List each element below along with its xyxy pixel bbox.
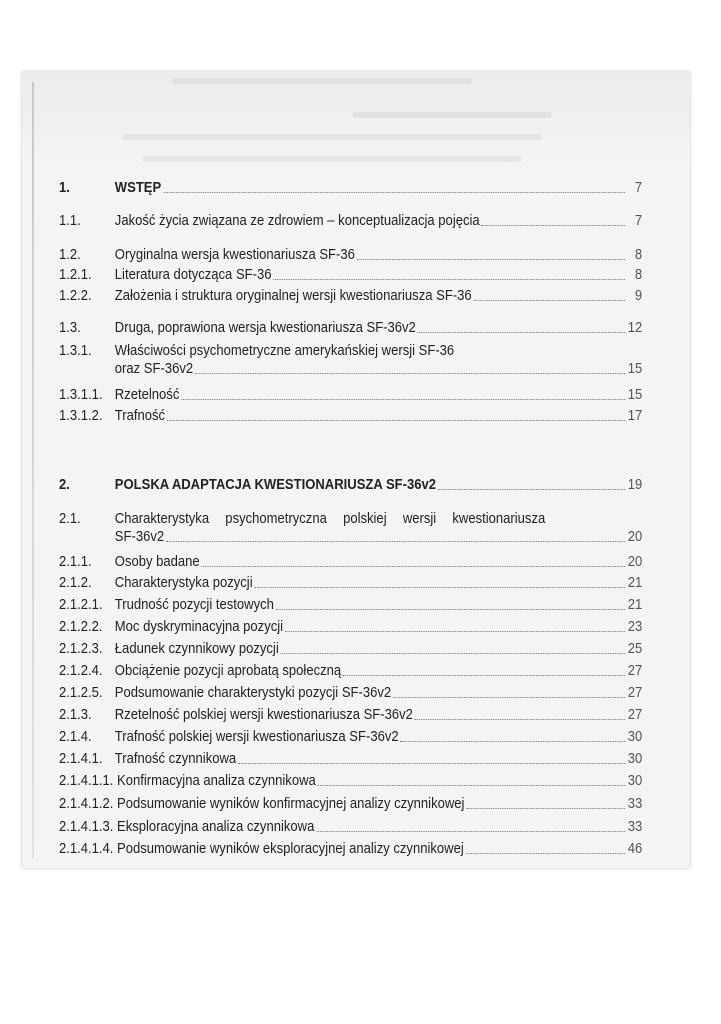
entry-page: 21	[627, 575, 643, 591]
entry-title: WSTĘP	[114, 180, 162, 196]
entry-title: Trafność	[114, 408, 166, 424]
entry-title: Rzetelność	[114, 387, 180, 403]
entry-title: Literatura dotycząca SF-36	[114, 267, 272, 283]
entry-title: Druga, poprawiona wersja kwestionariusza SF-36v2	[114, 320, 416, 336]
toc-entry	[59, 596, 642, 614]
entry-page: 33	[627, 796, 643, 812]
entry-page: 20	[627, 529, 643, 545]
entry-number: 1.3.1.1.	[59, 387, 103, 403]
toc-entry	[59, 750, 642, 768]
entry-page: 15	[627, 387, 643, 403]
toc-entry	[59, 212, 642, 230]
toc-entry	[59, 553, 642, 571]
toc-entry	[59, 574, 642, 592]
entry-page: 30	[627, 751, 643, 767]
entry-title: Jakość życia związana ze zdrowiem – konceptualizacja pojęcia	[114, 213, 480, 229]
entry-title: Trudność pozycji testowych	[114, 597, 274, 613]
entry-number: 2.1.4.1.	[59, 751, 103, 767]
entry-page: 12	[627, 320, 643, 336]
entry-page: 27	[627, 663, 643, 679]
entry-title: Oryginalna wersja kwestionariusza SF-36	[114, 247, 355, 263]
entry-number: 2.	[59, 477, 70, 493]
entry-number: 1.2.2.	[59, 288, 92, 304]
entry-page: 19	[627, 477, 643, 493]
entry-number: 2.1.2.3.	[59, 641, 103, 657]
toc-entry	[59, 618, 642, 636]
entry-number: 2.1.2.4.	[59, 663, 103, 679]
entry-number: 2.1.4.1.1.	[59, 773, 114, 789]
toc-entry	[59, 342, 642, 378]
entry-number: 1.1.	[59, 213, 81, 229]
entry-title: Eksploracyjna analiza czynnikowa	[117, 819, 315, 835]
toc-entry	[59, 818, 642, 836]
toc-entry	[59, 407, 642, 425]
entry-page: 23	[627, 619, 643, 635]
entry-title: Charakterystyka psychometryczna polskiej wersji kwestionariusza	[114, 511, 546, 527]
book-page	[22, 72, 690, 868]
entry-page: 25	[627, 641, 643, 657]
entry-title: POLSKA ADAPTACJA KWESTIONARIUSZA SF-36v2	[114, 477, 437, 493]
entry-title-continued: oraz SF-36v2	[114, 361, 194, 377]
entry-title: Trafność czynnikowa	[114, 751, 237, 767]
entry-page: 7	[634, 180, 643, 196]
entry-page: 33	[627, 819, 643, 835]
entry-title: Podsumowanie wyników eksploracyjnej analizy czynnikowej	[117, 841, 464, 857]
toc-entry	[59, 386, 642, 404]
toc-entry	[59, 510, 642, 546]
entry-number: 1.2.1.	[59, 267, 92, 283]
entry-page: 20	[627, 554, 643, 570]
toc-entry	[59, 179, 642, 197]
entry-number: 1.	[59, 180, 70, 196]
toc-entry	[59, 266, 642, 284]
entry-number: 2.1.2.2.	[59, 619, 103, 635]
entry-number: 2.1.4.1.3.	[59, 819, 114, 835]
entry-page: 7	[634, 213, 643, 229]
toc-entry	[59, 772, 642, 790]
entry-page: 27	[627, 707, 643, 723]
entry-title: Obciążenie pozycji aprobatą społeczną	[114, 663, 342, 679]
entry-number: 2.1.2.	[59, 575, 92, 591]
entry-page: 27	[627, 685, 643, 701]
entry-title: Właściwości psychometryczne amerykańskiej wersji SF-36	[114, 343, 455, 359]
toc-entry	[59, 840, 642, 858]
entry-page: 17	[627, 408, 643, 424]
entry-title: Trafność polskiej wersji kwestionariusza SF-36v2	[114, 729, 399, 745]
entry-title-continued: SF-36v2	[114, 529, 165, 545]
toc-entry	[59, 476, 642, 494]
toc-entry	[59, 287, 642, 305]
entry-page: 9	[634, 288, 643, 304]
toc-entry	[59, 319, 642, 337]
entry-number: 2.1.4.1.4.	[59, 841, 114, 857]
entry-title: Moc dyskryminacyjna pozycji	[114, 619, 284, 635]
entry-page: 8	[634, 247, 643, 263]
entry-title: Charakterystyka pozycji	[114, 575, 253, 591]
toc-entry	[59, 795, 642, 813]
toc-entry	[59, 684, 642, 702]
toc-entry	[59, 706, 642, 724]
entry-page: 8	[634, 267, 643, 283]
entry-page: 30	[627, 773, 643, 789]
entry-number: 2.1.	[59, 511, 81, 527]
entry-number: 2.1.3.	[59, 707, 92, 723]
entry-number: 1.3.	[59, 320, 81, 336]
entry-page: 15	[627, 361, 643, 377]
entry-number: 1.3.1.	[59, 343, 92, 359]
entry-page: 46	[627, 841, 643, 857]
table-of-contents	[22, 72, 690, 868]
entry-number: 2.1.1.	[59, 554, 92, 570]
toc-entry	[59, 246, 642, 264]
entry-number: 1.2.	[59, 247, 81, 263]
entry-number: 2.1.4.	[59, 729, 92, 745]
entry-title: Osoby badane	[114, 554, 200, 570]
toc-entry	[59, 728, 642, 746]
entry-page: 30	[627, 729, 643, 745]
toc-entry	[59, 662, 642, 680]
entry-title: Podsumowanie wyników konfirmacyjnej analizy czynnikowej	[117, 796, 465, 812]
entry-number: 2.1.2.5.	[59, 685, 103, 701]
entry-title: Ładunek czynnikowy pozycji	[114, 641, 279, 657]
entry-number: 1.3.1.2.	[59, 408, 103, 424]
entry-number: 2.1.4.1.2.	[59, 796, 114, 812]
entry-page: 21	[627, 597, 643, 613]
entry-number: 2.1.2.1.	[59, 597, 103, 613]
entry-title: Założenia i struktura oryginalnej wersji kwestionariusza SF-36	[114, 288, 472, 304]
entry-title: Podsumowanie charakterystyki pozycji SF-36v2	[114, 685, 392, 701]
entry-title: Rzetelność polskiej wersji kwestionariusza SF-36v2	[114, 707, 413, 723]
entry-title: Konfirmacyjna analiza czynnikowa	[117, 773, 316, 789]
toc-entry	[59, 640, 642, 658]
